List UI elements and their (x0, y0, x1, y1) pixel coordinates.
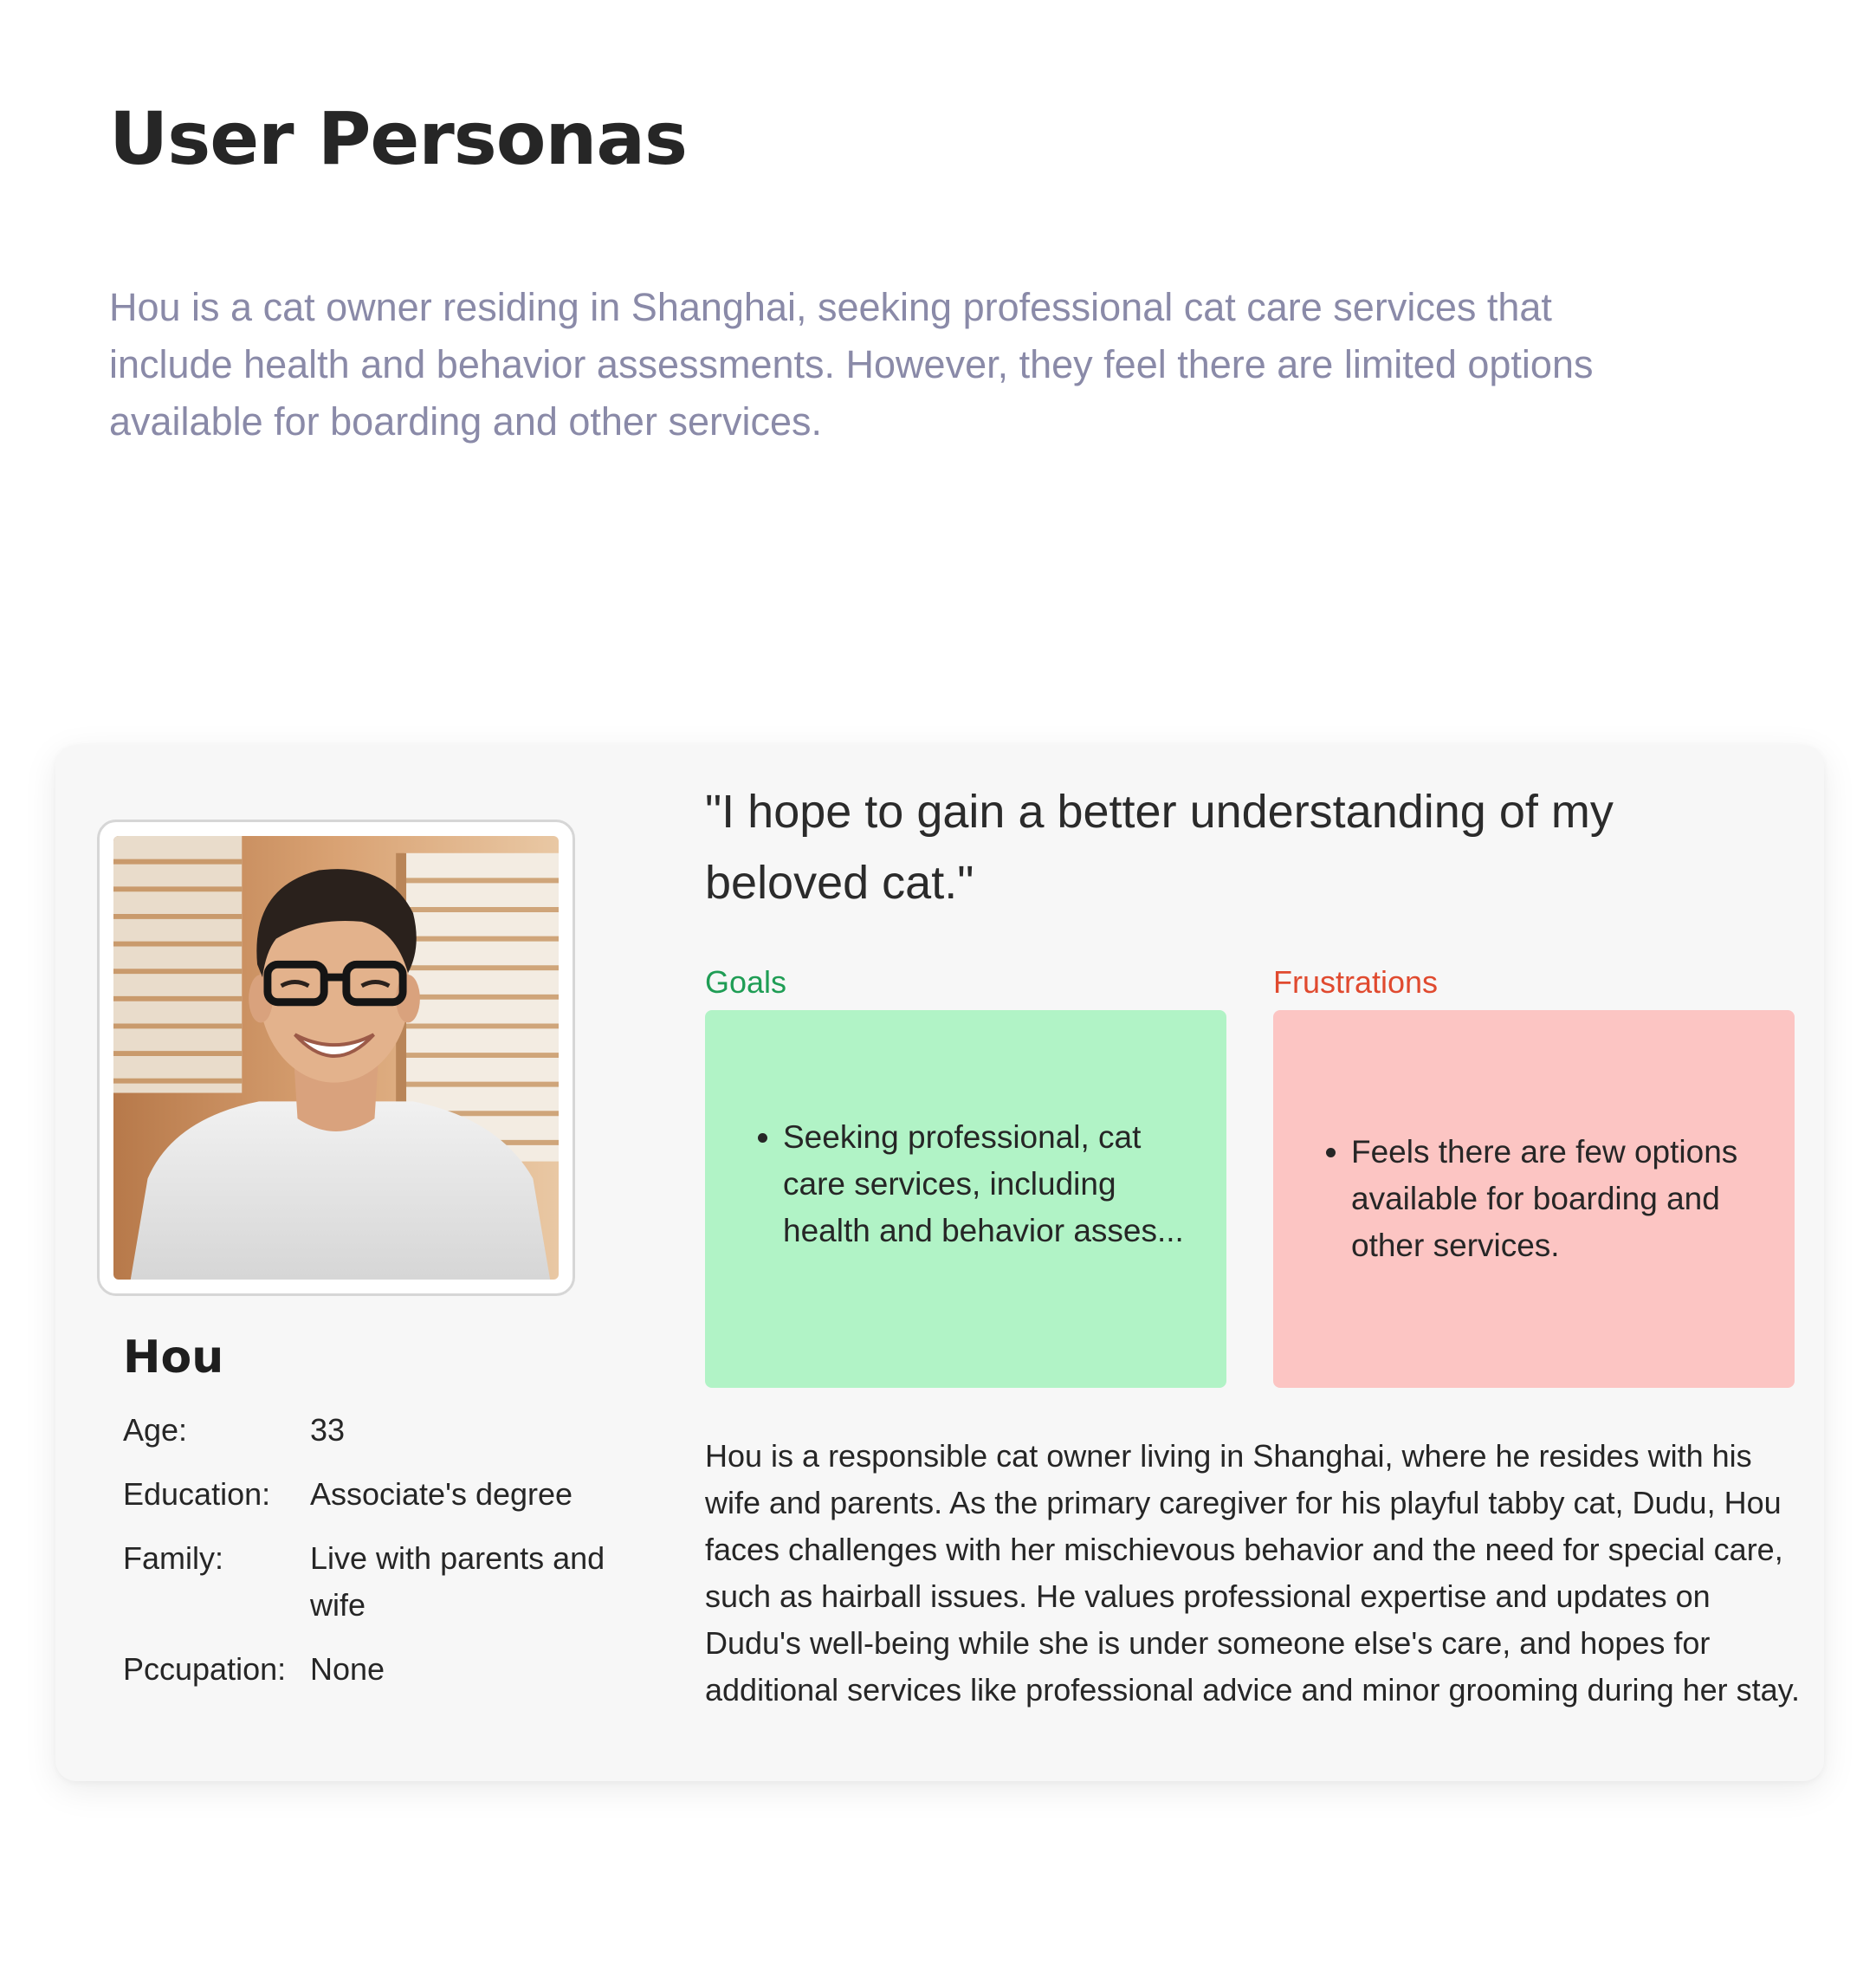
attribute-row-family (123, 1535, 608, 1629)
persona-card (55, 745, 1824, 1781)
frustrations-list-item: • Feels there are few options available for boarding and other services. (1351, 1129, 1760, 1269)
attribute-label: Family: (123, 1540, 223, 1576)
attribute-value: 33 (310, 1412, 346, 1448)
persona-name: Hou (123, 1332, 224, 1384)
persona-photo (113, 836, 559, 1280)
frustrations-list (1322, 1129, 1760, 1269)
goals-box (705, 1010, 1226, 1388)
attribute-row-education (123, 1471, 608, 1518)
attribute-value: Associate's degree (310, 1476, 573, 1512)
goals-label: Goals (705, 964, 787, 1000)
attribute-label: Age: (123, 1412, 188, 1448)
attribute-value: Live with parents and wife (310, 1540, 605, 1623)
attribute-value: None (310, 1651, 385, 1687)
attribute-row-occupation (123, 1646, 608, 1693)
persona-photo-frame (97, 820, 575, 1296)
page-title: User Personas (109, 96, 687, 181)
persona-attributes (123, 1407, 608, 1710)
goals-list-item: • Seeking professional, cat care services, including health and behavior asses... (783, 1114, 1192, 1254)
persona-bio: Hou is a responsible cat owner living in Shanghai, where he resides with his wife and parents. As the primary caregiver for his playful tabby cat, Dudu, Hou faces challenges with her mischievous behavior and the need for special care, such as hairball issues. He values professional expertise and updates on Dudu's well-being while she is under someone else's care, and hopes for additional services like professional advice and minor grooming during her stay. (705, 1438, 1800, 1708)
intro-paragraph: Hou is a cat owner residing in Shanghai, seeking professional cat care services that include health and behavior assessments. However, they feel there are limited options available for boarding and other services. (109, 285, 1594, 444)
frustrations-label: Frustrations (1273, 964, 1439, 1000)
attribute-label: Education: (123, 1476, 271, 1512)
persona-quote: "I hope to gain a better understanding of my beloved cat." (705, 786, 1614, 909)
attribute-label: Pccupation: (123, 1651, 287, 1687)
goals-list (754, 1114, 1192, 1254)
attribute-row-age (123, 1407, 608, 1454)
frustrations-box (1273, 1010, 1795, 1388)
